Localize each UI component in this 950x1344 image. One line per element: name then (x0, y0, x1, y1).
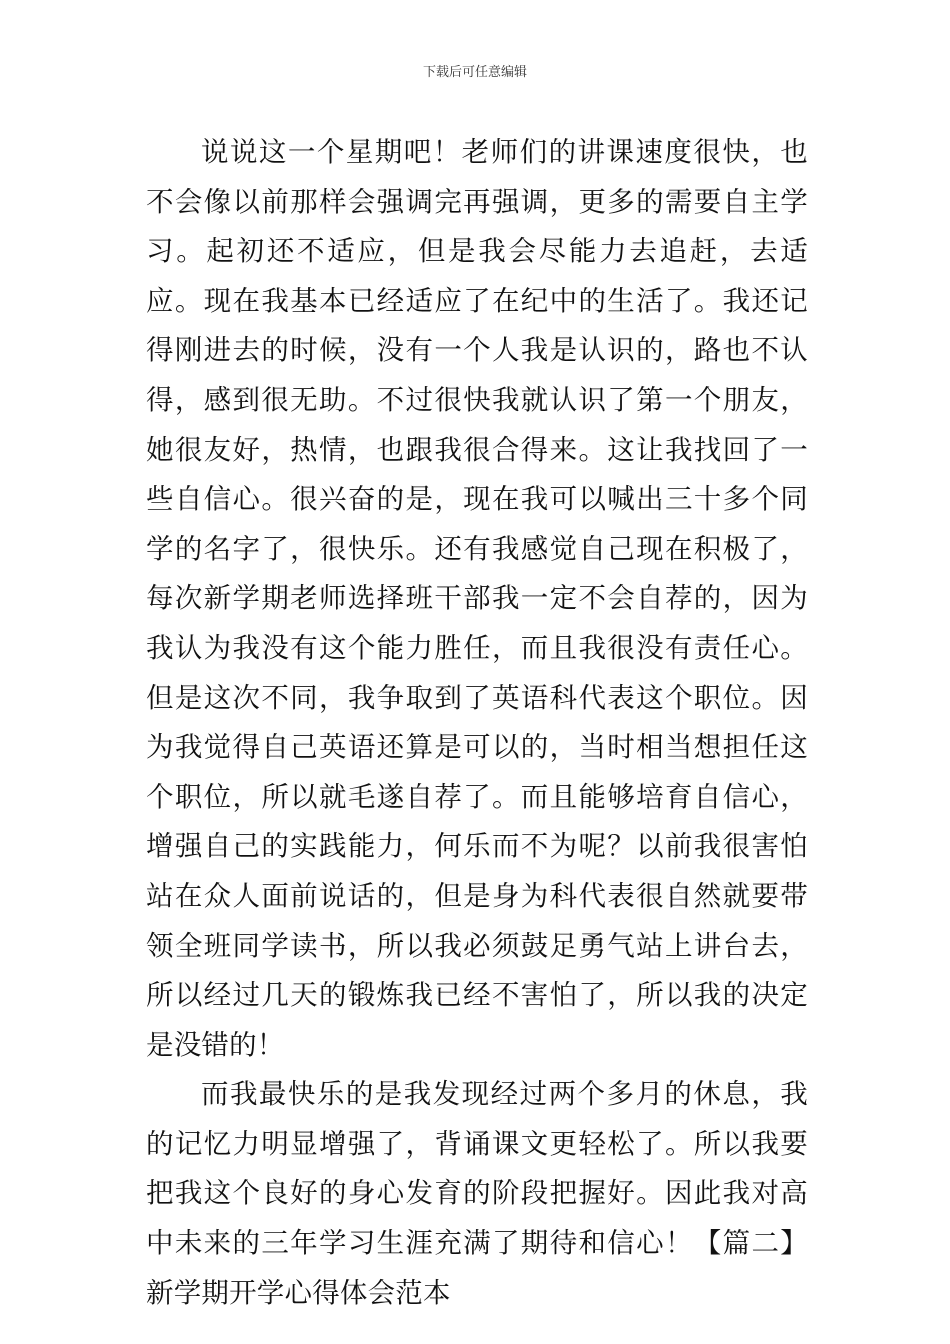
page-header: 下载后可任意编辑 (422, 65, 527, 80)
paragraph-2: 而我最快乐的是我发现经过两个多月的休息，我的记忆力明显增强了，背诵课文更轻松了。所以我要把我这个良好的身心发育的阶段把握好。因此我对高中未来的三年学习生涯充满了期待和信心！【篇二】新学期开学心得体会范本 (146, 1078, 808, 1309)
paragraph-1: 说说这一个星期吧！老师们的讲课速度很快，也不会像以前那样会强调完再强调，更多的需要自主学习。起初还不适应，但是我会尽能力去追赶，去适应。现在我基本已经适应了在纪中的生活了。我还记得刚进去的时候，没有一个人我是认识的，路也不认得，感到很无助。不过很快我就认识了第一个朋友，她很友好，热情，也跟我很合得来。这让我找回了一些自信心。很兴奋的是，现在我可以喊出三十多个同学的名字了，很快乐。还有我感觉自己现在积极了，每次新学期老师选择班干部我一定不会自荐的，因为我认为我没有这个能力胜任，而且我很没有责任心。但是这次不同，我争取到了英语科代表这个职位。因为我觉得自己英语还算是可以的，当时相当想担任这个职位，所以就毛遂自荐了。而且能够培育自信心，增强自己的实践能力，何乐而不为呢？以前我很害怕站在众人面前说话的，但是身为科代表很自然就要带领全班同学读书，所以我必须鼓足勇气站上讲台去，所以经过几天的锻炼我已经不害怕了，所以我的决定是没错的！ (146, 136, 808, 1061)
document-body (146, 128, 808, 1318)
